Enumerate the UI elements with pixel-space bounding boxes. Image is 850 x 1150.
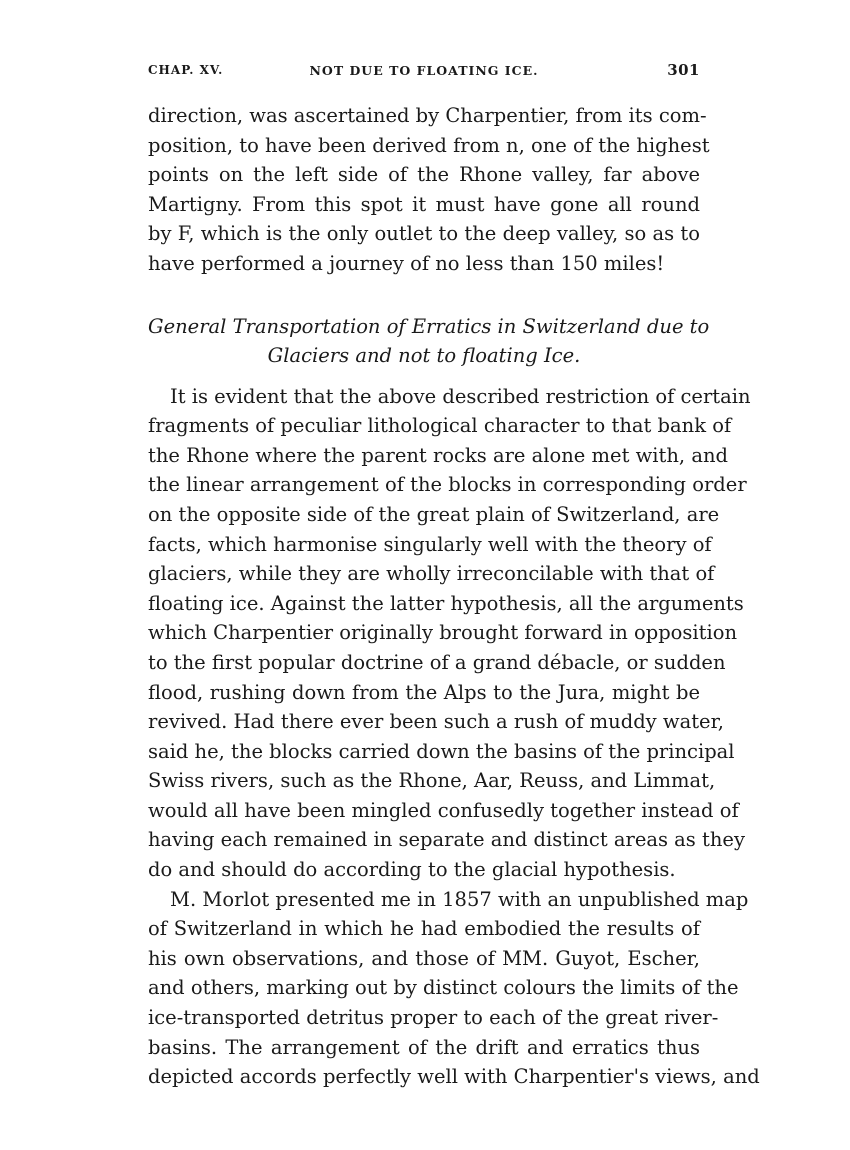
text-line: basins. The arrangement of the drift and erratics thus [148,1035,700,1059]
text-line: facts, which harmonise singularly well with the theory of [148,532,712,556]
text-line: flood, rushing down from the Alps to the Jura, might be [148,680,700,704]
text-line: glaciers, while they are wholly irreconcilable with that of [148,562,715,586]
page-body [148,101,760,1092]
paragraph-3 [148,885,760,1092]
paragraph-2 [148,382,751,885]
text-line: Swiss rivers, such as the Rhone, Aar, Reuss, and Limmat, [148,769,716,793]
text-line: which Charpentier originally brought forward in opposition [148,621,738,645]
text-line: to the first popular doctrine of a grand débacle, or sudden [148,650,726,674]
page-number: 301 [667,61,700,79]
text-line: M. Morlot presented me in 1857 with an unpublished map [170,887,749,911]
text-line: floating ice. Against the latter hypothesis, all the arguments [148,591,744,615]
paragraph-1 [148,101,710,279]
text-line: points on the left side of the Rhone valley, far above [148,163,700,187]
text-line: have performed a journey of no less than 150 miles! [148,251,665,275]
text-line: ice-transported detritus proper to each of the great river- [148,1006,719,1030]
text-line: do and should do according to the glacial hypothesis. [148,858,676,882]
text-line: and others, marking out by distinct colours the limits of the [148,976,739,1000]
book-page [148,58,760,1092]
text-line: revived. Had there ever been such a rush of muddy water, [148,710,724,734]
chapter-label: CHAP. XV. [148,63,224,77]
text-line: Martigny. From this spot it must have gone all round [148,192,700,216]
text-line: position, to have been derived from n, one of the highest [148,133,710,157]
text-line: of Switzerland in which he had embodied the results of [148,917,700,941]
text-line: said he, the blocks carried down the basins of the principal [148,739,735,763]
text-line: fragments of peculiar lithological character to that bank of [148,414,732,438]
heading-line: Glaciers and not to floating Ice. [267,343,581,367]
text-line: It is evident that the above described restriction of certain [170,384,751,408]
heading-line: General Transportation of Erratics in Switzerland due to [148,314,710,338]
section-heading [148,312,710,370]
text-line: his own observations, and those of MM. Guyot, Escher, [148,946,700,970]
text-line: on the opposite side of the great plain of Switzerland, are [148,502,720,526]
running-head [148,58,700,82]
running-title: NOT DUE TO FLOATING ICE. [309,63,539,78]
text-line: direction, was ascertained by Charpentier, from its com- [148,104,707,127]
text-line: the linear arrangement of the blocks in corresponding order [148,473,747,497]
text-line: the Rhone where the parent rocks are alone met with, and [148,443,729,467]
text-line: would all have been mingled confusedly together instead of [148,798,739,822]
text-line: by F, which is the only outlet to the deep valley, so as to [148,222,700,246]
text-line: having each remained in separate and distinct areas as they [148,828,745,852]
text-line: depicted accords perfectly well with Charpentier's views, and [148,1065,760,1089]
